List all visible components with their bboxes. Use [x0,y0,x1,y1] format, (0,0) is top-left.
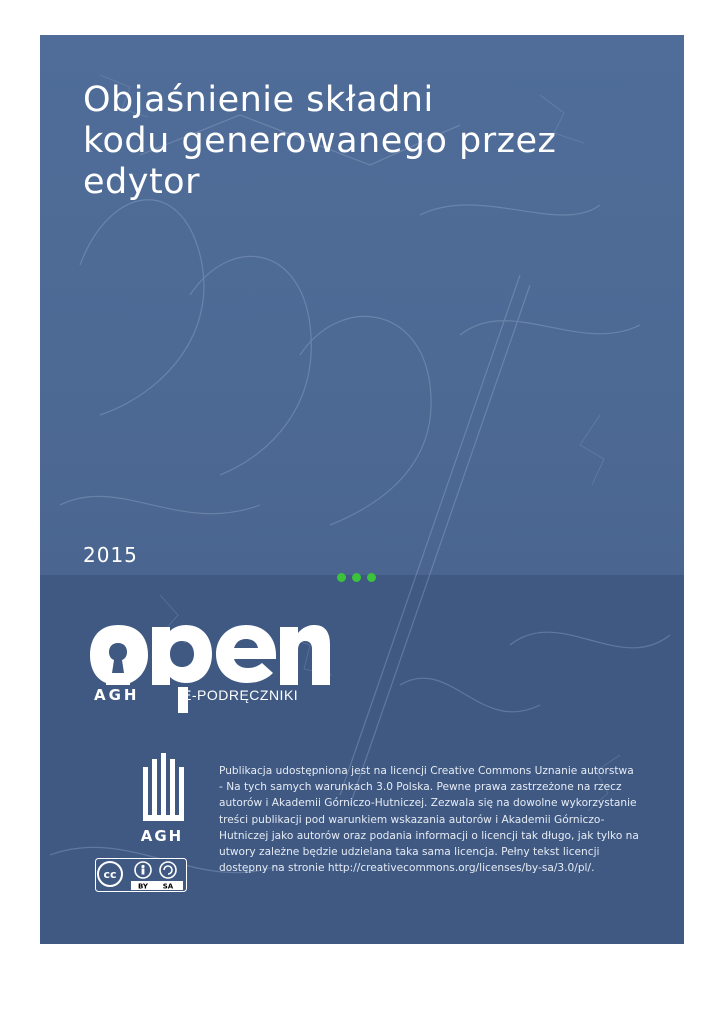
brand-org: AGH [94,686,140,704]
seal-label: AGH [140,827,184,845]
title-line: edytor [83,162,200,202]
svg-text:cc: cc [103,868,117,881]
brand-series: E-PODRĘCZNIKI [182,687,299,703]
green-dot-icon [367,573,376,582]
green-dot-icon [337,573,346,582]
cc-label-by: BY [137,882,149,891]
cover-title [83,80,663,203]
agh-seal-icon [137,753,187,871]
green-dot-icon [352,573,361,582]
title-line: Objaśnienie składni [83,80,434,120]
decorative-dots [337,567,382,577]
book-cover [40,35,684,944]
cc-label-sa: SA [162,882,174,891]
title-line: kodu generowanego przez [83,121,557,161]
cc-by-sa-icon [95,858,187,892]
publication-year: 2015 [83,543,138,567]
license-text: Publikacja udostępniona jest na licencji Creative Commons Uznanie autorstwa - Na tych samych warunkach 3.0 Polska. Pewne prawa zastrzeżone na rzecz autorów i Akademii Górniczo-Hutniczej. Zezwala się na dowolne wykorzystanie treści publikacji pod warunkiem wskazania autorów i Akademii Górniczo-Hutniczej jako autorów oraz podania informacji o licencji tak długo, jak tylko na utwory zależne będzie udzielana taka sama licencja. Pełny tekst licencji dostępny na stronie http://creativecommons.org/licenses/by-sa/3.0/pl/. [219,765,639,875]
